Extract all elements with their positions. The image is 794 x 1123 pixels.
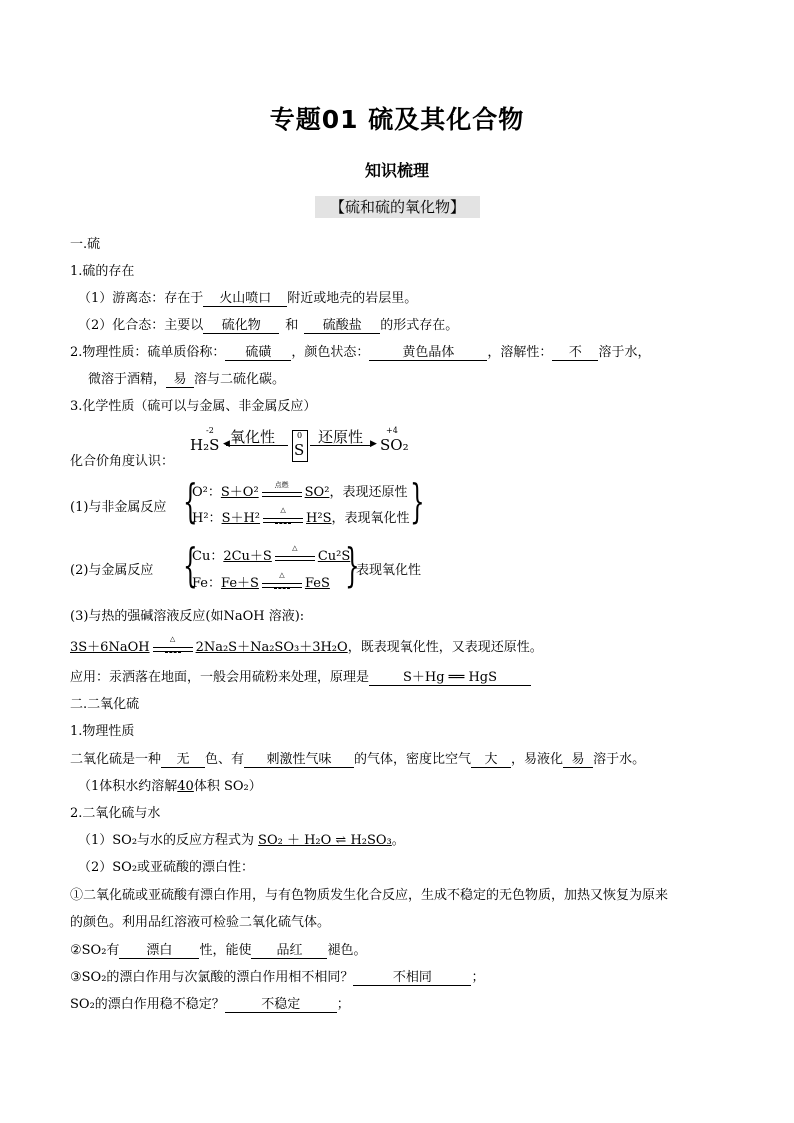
so2-oxidation-state: +4 xyxy=(386,426,398,435)
fuchsin-blank: 品红 xyxy=(251,943,327,959)
bleaching-property-line: ②SO₂有 漂白 性，能使 品红 褪色。 xyxy=(70,943,367,958)
application-line: 应用：汞洒落在地面，一般会用硫粉来处理，原理是 S＋Hg ══ HgS xyxy=(70,666,531,686)
nonmetal-reaction-label: (1)与非金属反应 xyxy=(70,500,167,515)
base-reaction-title: (3)与热的强碱溶液反应(如NaOH 溶液): xyxy=(70,609,305,624)
water-solubility-blank: 易 xyxy=(563,752,593,768)
chemical-properties-title: 3.化学性质（硫可以与金属、非金属反应） xyxy=(70,399,317,414)
bleaching-blank: 漂白 xyxy=(119,943,199,959)
reaction-arrow: △ xyxy=(263,512,303,526)
so2-physical-title: 1.物理性质 xyxy=(70,724,135,739)
comparison-blank: 不相同 xyxy=(353,970,471,986)
left-arrowhead-icon: ◀ xyxy=(223,439,230,449)
free-state-line: （1）游离态：存在于 火山喷口 附近或地壳的岩层里。 xyxy=(78,291,418,306)
bleaching-paragraph-1: ①二氧化硫或亚硫酸有漂白作用，与有色物质发生化合反应，生成不稳定的无色物质，加热又恢复为原来 xyxy=(70,888,669,903)
sulfur-box xyxy=(292,430,308,462)
so2-physical-line: 二氧化硫是一种 无 色、有 刺激性气味 的气体，密度比空气 大 ，易液化 易 溶于水。 xyxy=(70,752,646,767)
metal-reaction-1: Cu：2Cu＋S △ Cu²S xyxy=(192,543,351,564)
physical-properties-line: 2.物理性质：硫单质俗称： 硫磺 ，颜色状态： 黄色晶体 ，溶解性： 不 溶于水， xyxy=(70,345,651,360)
physical-properties-line-2: 微溶于酒精， 易 溶与二硫化碳。 xyxy=(88,372,286,387)
application-blank: S＋Hg ══ HgS xyxy=(369,670,531,686)
left-arrow xyxy=(226,445,288,446)
free-state-blank: 火山喷口 xyxy=(203,291,287,307)
s-oxidation-state: 0 xyxy=(297,431,303,440)
combined-blank-2: 硫酸盐 xyxy=(304,318,380,334)
right-brace-icon: } xyxy=(345,538,360,592)
valence-diagram xyxy=(190,426,430,466)
metal-reaction-label: (2)与金属反应 xyxy=(70,563,154,578)
s-formula: S xyxy=(294,441,305,459)
metal-reaction-note: 表现氧化性 xyxy=(356,563,422,578)
metal-reaction-2: Fe：Fe＋S △ FeS xyxy=(192,570,330,591)
bleaching-title: （2）SO₂或亚硫酸的漂白性： xyxy=(78,860,255,875)
combined-blank-1: 硫化物 xyxy=(203,318,279,334)
reducing-label: 还原性 xyxy=(318,428,364,446)
oxidizing-label: 氧化性 xyxy=(230,428,276,446)
reaction-arrow: △ xyxy=(153,641,193,655)
nonmetal-reaction-2: H²：S＋H² △ H²S，表现氧化性 xyxy=(192,505,410,526)
color-blank: 无 xyxy=(161,752,205,768)
reaction-arrow: △ xyxy=(275,550,315,564)
section-heading: 【硫和硫的氧化物】 xyxy=(315,196,480,218)
so2-heading: 二.二氧化硫 xyxy=(70,697,140,712)
so2-formula: SO₂ xyxy=(380,436,409,454)
right-arrowhead-icon: ▶ xyxy=(370,439,377,449)
right-brace-icon: } xyxy=(410,474,425,528)
base-reaction-equation: 3S＋6NaOH △ 2Na₂S＋Na₂SO₃＋3H₂O，既表现氧化性，又表现还原性。 xyxy=(70,634,543,655)
reaction-arrow: 点燃 xyxy=(262,486,302,500)
density-blank: 大 xyxy=(471,752,511,768)
volume-line: （1体积水约溶解40体积 SO₂） xyxy=(78,779,262,794)
page-subtitle: 知识梳理 xyxy=(364,161,429,180)
combined-state-line: （2）化合态：主要以 硫化物 和 硫酸盐 的形式存在。 xyxy=(78,318,459,333)
left-brace-icon: { xyxy=(183,474,198,528)
solubility-blank: 不 xyxy=(552,345,598,361)
common-name-blank: 硫磺 xyxy=(225,345,291,361)
right-arrow xyxy=(310,445,372,446)
odor-blank: 刺激性气味 xyxy=(244,752,354,768)
reaction-arrow: △ xyxy=(262,577,302,591)
bleaching-paragraph-2: 的颜色。利用品红溶液可检验二氧化硫气体。 xyxy=(70,915,331,930)
left-brace-icon: { xyxy=(183,538,198,592)
bleaching-stability-line: SO₂的漂白作用稳不稳定？ 不稳定 ； xyxy=(70,997,350,1012)
page-title: 专题01 硫及其化合物 xyxy=(269,105,525,134)
cs2-solubility-blank: 易 xyxy=(166,372,194,388)
valence-label: 化合价角度认识： xyxy=(70,454,175,469)
stability-blank: 不稳定 xyxy=(225,997,337,1013)
color-state-blank: 黄色晶体 xyxy=(369,345,487,361)
nonmetal-reaction-1: O²：S＋O² 点燃 SO²，表现还原性 xyxy=(192,480,408,500)
so2-water-equation-line: （1）SO₂与水的反应方程式为 SO₂ ＋ H₂O ⇌ H₂SO₃。 xyxy=(78,833,405,848)
so2-water-title: 2.二氧化硫与水 xyxy=(70,806,161,821)
h2s-formula: H₂S xyxy=(190,436,220,454)
existence-title: 1.硫的存在 xyxy=(70,264,135,279)
h2s-oxidation-state: -2 xyxy=(206,426,214,435)
bleaching-comparison-line: ③SO₂的漂白作用与次氯酸的漂白作用相不相同？ 不相同 ； xyxy=(70,970,485,985)
sulfur-heading: 一.硫 xyxy=(70,237,101,252)
